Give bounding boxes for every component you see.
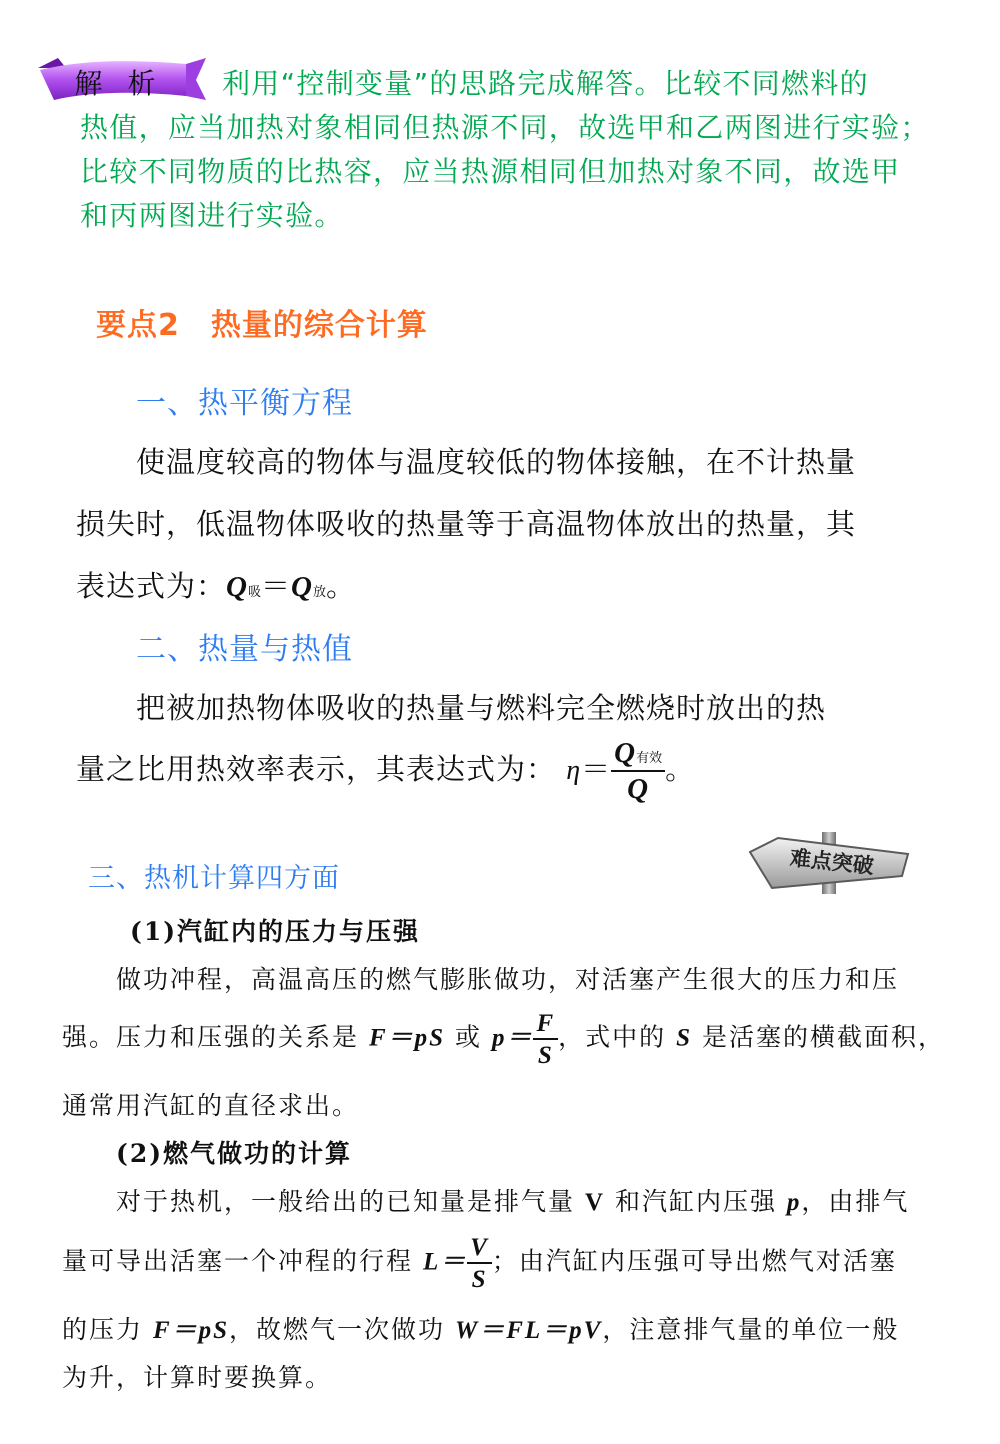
p2-line-1 <box>116 1182 909 1218</box>
p2-line-4: 为升，计算时要换算。 <box>62 1363 333 1392</box>
eta-symbol: η <box>566 755 582 786</box>
force-formula: F＝pS <box>152 1317 230 1344</box>
p1-or-text: 或 <box>445 1022 492 1052</box>
p2-line1-text-a: 对于热机，一般给出的已知量是排气量 <box>116 1187 585 1216</box>
p2-line3-text-c: ，注意排气量的单位一般 <box>602 1315 900 1344</box>
fraction-numerator-subscript: 有效 <box>636 751 663 766</box>
p2-line1-text-b: 和汽缸内压强 <box>605 1187 787 1216</box>
equals-sign: ＝ <box>260 569 291 603</box>
difficulty-sign-label: 难点突破 <box>788 845 875 879</box>
stroke-fraction-denominator: S <box>471 1266 488 1293</box>
analysis-badge <box>36 54 208 106</box>
section2-heading: 二、热量与热值 <box>136 632 353 667</box>
p1-line2-text-a: 强。压力和压强的关系是 <box>62 1022 369 1052</box>
pressure-fraction <box>533 1010 558 1068</box>
p1-line-3: 通常用汽缸的直径求出。 <box>62 1091 360 1120</box>
section1-line-1: 使温度较高的物体与温度较低的物体接触，在不计热量 <box>136 445 857 479</box>
sub2-title: (2)燃气做功的计算 <box>116 1139 353 1168</box>
key-point-title: 要点2 热量的综合计算 <box>96 308 428 343</box>
force-pressure-formula: F＝pS <box>368 1024 446 1052</box>
section2-expr-prefix: 量之比用热效率表示，其表达式为： <box>76 752 557 786</box>
p2-line1-text-c: ，由排气 <box>801 1187 910 1216</box>
p1-line-2 <box>62 1010 945 1068</box>
efficiency-fraction <box>611 738 665 804</box>
analysis-line-2: 热值，应当加热对象相同但热源不同，故选甲和乙两图进行实验； <box>80 111 930 144</box>
fraction-numerator: Q <box>614 737 637 769</box>
p1-line2-text-b: ，式中的 <box>558 1022 677 1052</box>
section1-line-3 <box>76 564 356 605</box>
difficulty-sign <box>748 832 914 894</box>
section3-heading: 三、热机计算四方面 <box>88 863 340 894</box>
q-release-subscript: 放 <box>312 585 326 600</box>
p1-line-1: 做功冲程，高温高压的燃气膨胀做功，对活塞产生很大的压力和压 <box>116 965 900 994</box>
work-formula: W＝FL＝pV <box>455 1317 603 1344</box>
cylinder-pressure-symbol: p <box>786 1189 802 1216</box>
analysis-line-1: 利用“控制变量”的思路完成解答。比较不同燃料的 <box>222 67 869 100</box>
analysis-line-4: 和丙两图进行实验。 <box>80 199 344 232</box>
pressure-symbol: p＝ <box>491 1024 534 1052</box>
q-absorb-subscript: 吸 <box>247 585 261 600</box>
sub1-title: (1)汽缸内的压力与压强 <box>130 917 421 946</box>
section2-expr-suffix: 。 <box>665 752 696 786</box>
displacement-symbol: V <box>584 1189 606 1216</box>
q-absorb-symbol: Q <box>226 571 248 603</box>
equals-sign: ＝ <box>581 752 612 786</box>
section1-expr-prefix: 表达式为： <box>76 569 227 603</box>
section1-line-2: 损失时，低温物体吸收的热量等于高温物体放出的热量，其 <box>76 507 857 541</box>
q-release-symbol: Q <box>291 571 313 603</box>
p2-line-2 <box>62 1234 897 1292</box>
pressure-fraction-numerator: F <box>536 1010 556 1037</box>
section1-heading: 一、热平衡方程 <box>136 386 353 421</box>
fraction-denominator: Q <box>627 773 650 805</box>
stroke-fraction <box>467 1234 492 1292</box>
stroke-symbol: L＝ <box>422 1248 468 1276</box>
area-symbol: S <box>676 1024 693 1052</box>
p2-line2-text-a: 量可导出活塞一个冲程的行程 <box>62 1246 423 1276</box>
p2-line-3 <box>62 1310 899 1346</box>
analysis-label: 解 析 <box>74 67 164 100</box>
section2-line-2 <box>76 738 695 804</box>
pressure-fraction-denominator: S <box>537 1042 554 1069</box>
analysis-line-3: 比较不同物质的比热容，应当热源相同但加热对象不同，故选甲 <box>80 155 901 188</box>
p2-line2-text-b: ；由汽缸内压强可导出燃气对活塞 <box>491 1246 897 1276</box>
p1-line2-text-c: 是活塞的横截面积， <box>692 1022 945 1052</box>
p2-line3-text-b: ，故燃气一次做功 <box>229 1315 455 1344</box>
section1-expr-suffix: 。 <box>325 569 356 603</box>
stroke-fraction-numerator: V <box>470 1234 489 1261</box>
p2-line3-text-a: 的压力 <box>62 1315 153 1344</box>
section2-line-1: 把被加热物体吸收的热量与燃料完全燃烧时放出的热 <box>136 691 827 725</box>
